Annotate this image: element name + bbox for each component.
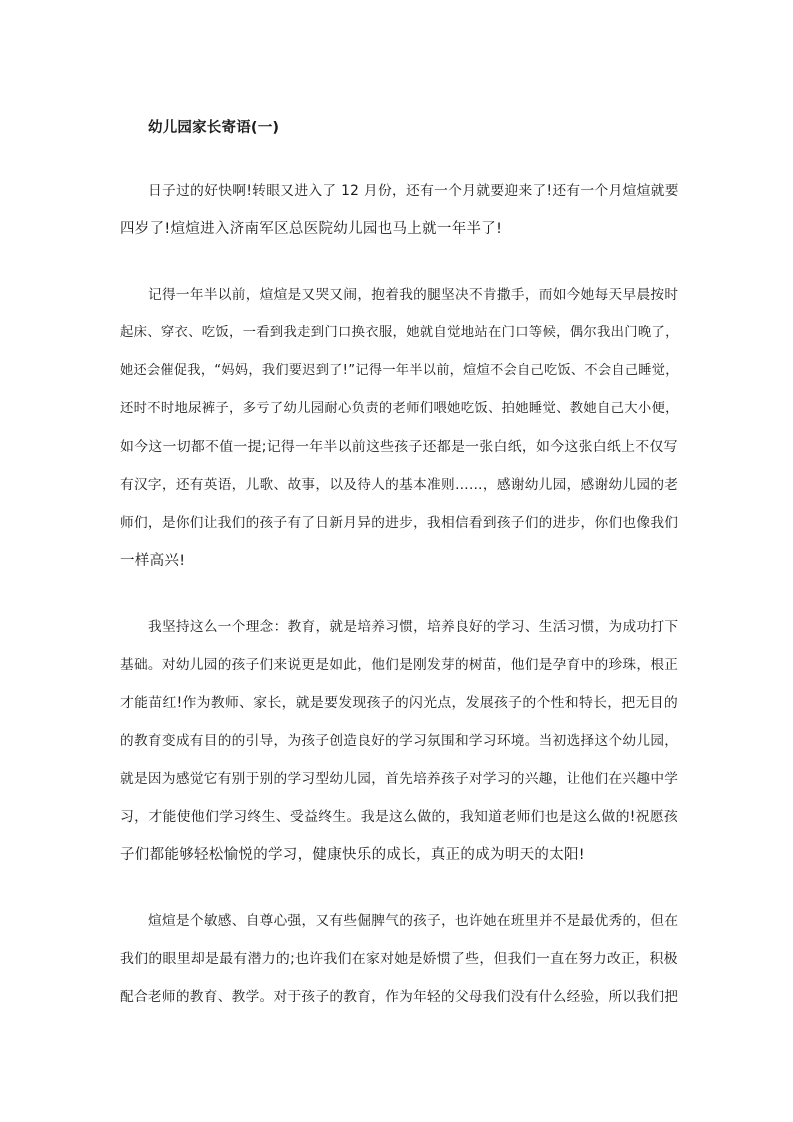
paragraph-1-line-2: 四岁了!煊煊进入济南军区总医院幼儿园也马上就一年半了!	[120, 221, 503, 237]
paragraph-4-line-1: 煊煊是个敏感、自尊心强，又有些倔脾气的孩子，也许她在班里并不是最优秀的，但在	[148, 913, 679, 929]
paragraph-2-line-6: 有汉字，还有英语，儿歌、故事，以及待人的基本准则……，感谢幼儿园，感谢幼儿园的老	[120, 477, 679, 493]
paragraph-2-line-1: 记得一年半以前，煊煊是又哭又闹，抱着我的腿坚决不肯撒手，而如今她每天早晨按时	[148, 287, 679, 303]
paragraph-4-line-3: 配合老师的教育、教学。对于孩子的教育，作为年轻的父母我们没有什么经验，所以我们把	[120, 989, 679, 1005]
paragraph-3-line-5: 就是因为感觉它有别于别的学习型幼儿园，首先培养孩子对学习的兴趣，让他们在兴趣中学	[120, 771, 679, 787]
paragraph-3-line-3: 才能苗红!作为教师、家长，就是要发现孩子的闪光点，发展孩子的个性和特长，把无目的	[120, 695, 679, 711]
paragraph-2-line-8: 一样高兴!	[120, 553, 186, 569]
paragraph-2-line-4: 还时不时地尿裤子，多亏了幼儿园耐心负责的老师们喂她吃饭、拍她睡觉、教她自己大小便，	[120, 401, 679, 416]
paragraph-4-line-2: 我们的眼里却是最有潜力的;也许我们在家对她是娇惯了些，但我们一直在努力改正，积极	[120, 951, 678, 967]
paragraph-2-line-5: 如今这一切都不值一提;记得一年半以前这些孩子还都是一张白纸，如今这张白纸上不仅写	[120, 439, 678, 455]
paragraph-1-line-1: 日子过的好快啊!转眼又进入了 12 月份，还有一个月就要迎来了!还有一个月煊煊就要	[148, 183, 679, 199]
paragraph-3-line-2: 基础。对幼儿园的孩子们来说更是如此，他们是刚发芽的树苗，他们是孕育中的珍珠，根正	[120, 657, 679, 673]
paragraph-3-line-6: 习，才能使他们学习终生、受益终生。我是这么做的，我知道老师们也是这么做的!祝愿孩	[120, 809, 679, 825]
paragraph-2-line-3: 她还会催促我，“妈妈，我们要迟到了!”记得一年半以前，煊煊不会自己吃饭、不会自己睡觉，	[120, 363, 679, 378]
paragraph-3-line-1: 我坚持这么一个理念：教育，就是培养习惯，培养良好的学习、生活习惯，为成功打下	[148, 619, 679, 635]
paragraph-2-line-2: 起床、穿衣、吃饭，一看到我走到门口换衣服，她就自觉地站在门口等候，偶尔我出门晚了，	[120, 325, 679, 340]
paragraph-3-line-7: 子们都能够轻松愉悦的学习，健康快乐的成长，真正的成为明天的太阳!	[120, 847, 585, 863]
paragraph-2-line-7: 师们，是你们让我们的孩子有了日新月异的进步，我相信看到孩子们的进步，你们也像我们	[120, 515, 679, 531]
paragraph-3-line-4: 的教育变成有目的的引导，为孩子创造良好的学习氛围和学习环境。当初选择这个幼儿园，	[120, 733, 679, 749]
document-title: 幼儿园家长寄语(一)	[148, 120, 280, 136]
